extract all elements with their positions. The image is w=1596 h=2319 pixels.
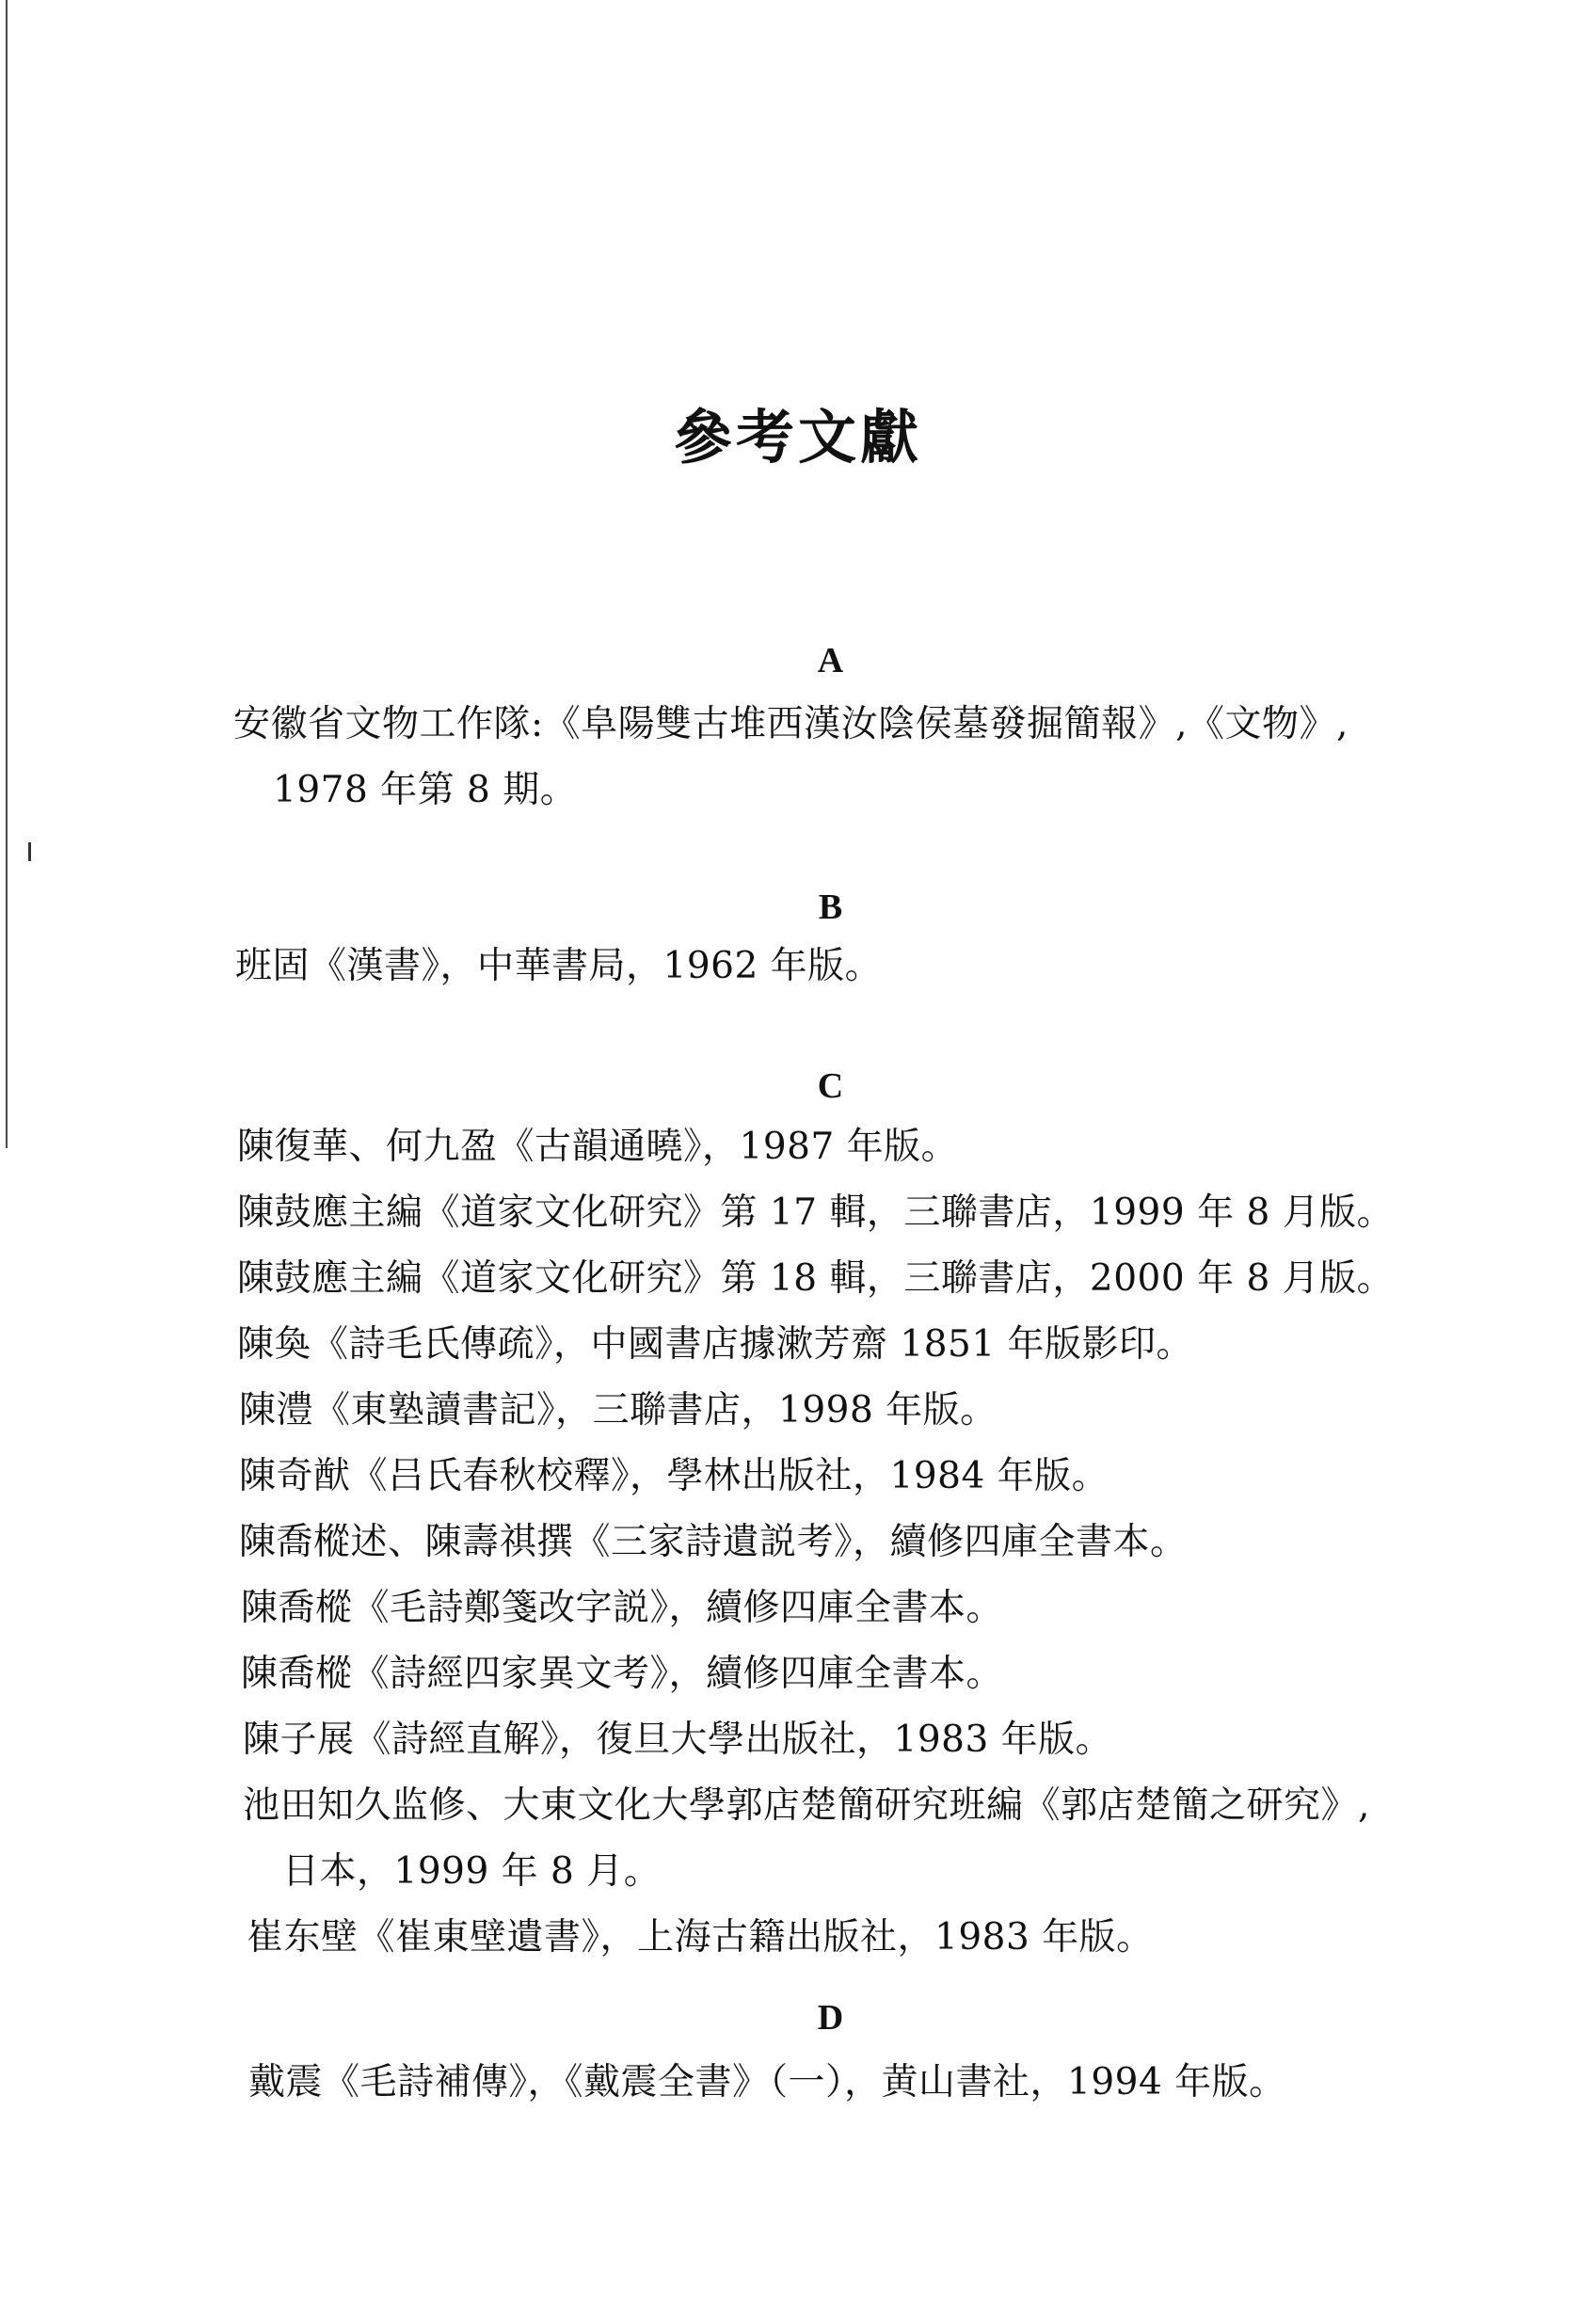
entry-line: 陳喬樅《毛詩鄭箋改字説》，續修四庫全書本。 — [241, 1587, 1004, 1629]
entry-c-8 — [241, 1575, 1003, 1641]
entry-line: 崔东壁《崔東壁遺書》，上海古籍出版社，1983 年版。 — [247, 1916, 1154, 1959]
entry-c-1 — [237, 1114, 958, 1180]
entry-line: 陳鼓應主編《道家文化研究》第 18 輯，三聯書店，2000 年 8 月版。 — [237, 1257, 1395, 1300]
entry-line: 陳復華、何九盈《古韻通曉》，1987 年版。 — [237, 1126, 959, 1168]
entry-line: 班固《漢書》，中華書局，1962 年版。 — [235, 945, 883, 987]
entry-line: 陳奐《詩毛氏傳疏》，中國書店據漱芳齋 1851 年版影印。 — [237, 1323, 1194, 1366]
entry-line: 陳喬樅《詩經四家異文考》，續修四庫全書本。 — [241, 1653, 1004, 1695]
scan-speck — [28, 842, 31, 861]
page-title: 參考文獻 — [673, 403, 922, 472]
entry-line: 池田知久监修、大東文化大學郭店楚簡研究班編《郭店楚簡之研究》, — [243, 1784, 1370, 1827]
section-letter-c: C — [817, 1066, 844, 1106]
entry-c-10 — [243, 1707, 1112, 1773]
section-letter-b: B — [818, 888, 843, 927]
entry-c-12 — [247, 1905, 1154, 1971]
entry-line: 陳澧《東塾讀書記》，三聯書店，1998 年版。 — [239, 1389, 998, 1431]
entry-line: 安徽省文物工作隊:《阜陽雙古堆西漢汝陰侯墓發掘簡報》,《文物》, — [233, 703, 1349, 745]
entry-line: 戴震《毛詩補傳》，《戴震全書》（一），黄山書社，1994 年版。 — [248, 2061, 1286, 2103]
entry-c-11 — [243, 1773, 1370, 1905]
section-letter-d: D — [817, 1998, 844, 2038]
entry-continuation: 1978 年第 8 期。 — [273, 769, 578, 811]
entry-c-2 — [237, 1180, 1394, 1246]
entry-line: 陳奇猷《吕氏春秋校釋》，學林出版社，1984 年版。 — [239, 1455, 1109, 1497]
scan-edge-line — [6, 0, 8, 1148]
entry-c-5 — [239, 1378, 998, 1444]
entry-line: 陳子展《詩經直解》，復旦大學出版社，1983 年版。 — [243, 1719, 1113, 1761]
entry-c-6 — [239, 1444, 1109, 1510]
entry-d-1 — [248, 2050, 1286, 2116]
entry-continuation: 日本，1999 年 8 月。 — [282, 1850, 662, 1893]
entry-c-7 — [239, 1510, 1188, 1575]
entry-line: 陳喬樅述、陳壽祺撰《三家詩遺説考》，續修四庫全書本。 — [239, 1521, 1188, 1563]
entry-a-1 — [233, 692, 1349, 824]
section-letter-a: A — [817, 641, 844, 680]
entry-c-9 — [241, 1641, 1003, 1707]
entry-c-4 — [237, 1312, 1193, 1378]
entry-line: 陳鼓應主編《道家文化研究》第 17 輯，三聯書店，1999 年 8 月版。 — [237, 1191, 1395, 1234]
entry-c-3 — [237, 1246, 1394, 1312]
entry-b-1 — [235, 934, 882, 1000]
